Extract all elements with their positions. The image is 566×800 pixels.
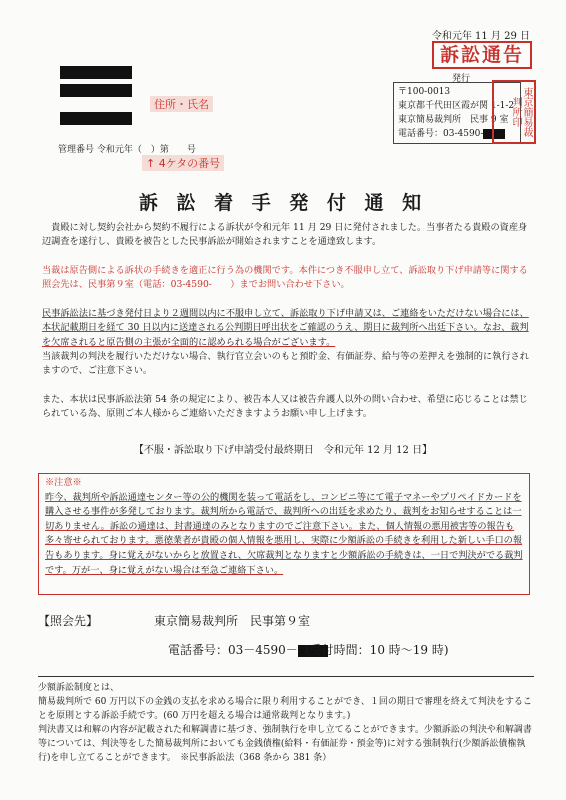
contact-hours: (受付時間：10 時～19 時) [305, 643, 449, 657]
paragraph-2-red: 当裁は原告側による訴状の手続きを適正に行う為の機関です。本件につき不服申し立て、訴訟取り下げ申請等に関する照会先は、民事第９室（電話：03-4590- ）までお問い合わせ下さい。 [42, 265, 528, 291]
paragraph-3-underlined: 民事訴訟法に基づき発付日より２週間以内に不服申し立て、訴訟取り下げ申請又は、ご連絡をいただけない場合には、本状記載期日を経て 30 日以内に送達される公判期日呼出状をご確認のうえ、期日に裁判所へ出廷下さい。なお、裁判を欠席されると原告側の主張が全面的に認められる場合がございます。 [42, 308, 529, 348]
footer-paragraph-2: 判決書又は和解の内容が記載された和解調書に基づき、強制執行を申し立てることができます。少額訴訟の判決や和解調書等については、判決等をした簡易裁判所においても金銭債権(給料・有価証券・預金等)に対する強制執行(少額訴訟債権執行)を申し立てることができます。 ※民事訴訟法（368 条から 381 条） [38, 725, 532, 763]
footer-paragraph-1: 簡易裁判所で 60 万円以下の金銭の支払を求める場合に限り利用することができ、１回の期日で審理を終えて判決をすることを原則とする訴訟手続です。(60 万円を超える場合は通常裁判となります。) [38, 697, 532, 721]
footer-heading: 少額訴訟制度とは、 [38, 683, 120, 693]
contact-phone: 電話番号：03－4590－ [168, 641, 328, 658]
caution-text: 昨今、裁判所や訴訟通達センター等の公的機関を装って電話をし、コンビニ等にて電子マネーやプリペイドカードを購入させる事件が多発しております。裁判所から電話で、裁判所への出廷を求めたり、裁判をお知らせすることは一切ありません。訴訟の通達は、封書通達のみとなりますのでご注意下さい。また、個人情報の悪用被害等の報告も多々寄せられております。悪徳業者が貴殿の個人情報を悪用し、実際に少額訴訟の手続きを利用した新しい手口の報告もあります。身に覚えがないからと放置され、欠席裁判となりますと少額訴訟の手続きは、一日で判決がでる裁判です。万が一、身に覚えがない場合は至急ご連絡下さい。 [45, 491, 523, 576]
paragraph-4: 当該裁判の判決を履行いただけない場合、執行官立会いのもと預貯金、有価証券、給与等の差押えを強制的に執行されますので、ご注意下さい。 [42, 351, 529, 377]
sender-postal: 〒100-0013 [398, 87, 451, 97]
sender-court: 東京簡易裁判所 民事 9 室 [398, 115, 509, 125]
court-seal: 東京簡易裁判所印 [492, 80, 536, 144]
caution-box [38, 473, 530, 595]
paragraph-1: 貴殿に対し契約会社から契約不履行による訴状が令和元年 11 月 29 日に発付されました。当事者たる貴殿の資産身辺調査を遂行し、貴殿を被告とした民事訴訟が開始されますことを通達致します。 [42, 222, 528, 248]
sender-label: 発行 [452, 74, 471, 84]
handwritten-note-number: ↑ 4ケタの番号 [142, 155, 224, 171]
contact-court: 東京簡易裁判所 民事第９室 [154, 614, 311, 628]
redacted-recipient-line3 [60, 112, 132, 125]
management-number: 管理番号 令和元年（ ）第 号 [58, 145, 196, 155]
page-title: 訴 訟 着 手 発 付 通 知 [138, 192, 428, 214]
issue-date: 令和元年 11 月 29 日 [431, 31, 530, 42]
paragraph-5: また、本状は民事訴訟法第 54 条の規定により、被告本人又は被告弁護人以外の問い合わせ、希望に応じることは禁じられている為、原則ご本人様からご連絡いただきますようお願い申し上げます。 [42, 394, 528, 420]
caution-heading: ※注意※ [45, 477, 82, 488]
handwritten-note-address: 住所・氏名 [150, 96, 213, 112]
sender-phone: 電話番号：03-4590- [398, 127, 516, 141]
redacted-recipient-line1 [60, 66, 132, 79]
contact-label: 【照会先】 [38, 614, 99, 628]
footer-definition [38, 676, 534, 765]
deadline: 【不服・訴訟取り下げ申請受付最終期日 令和元年 12 月 12 日】 [133, 445, 433, 456]
redacted-recipient-line2 [60, 84, 132, 97]
notice-stamp-title: 訴訟通告 [432, 41, 532, 69]
sender-address: 東京都千代田区霞が関 1-1-2 [398, 101, 515, 111]
